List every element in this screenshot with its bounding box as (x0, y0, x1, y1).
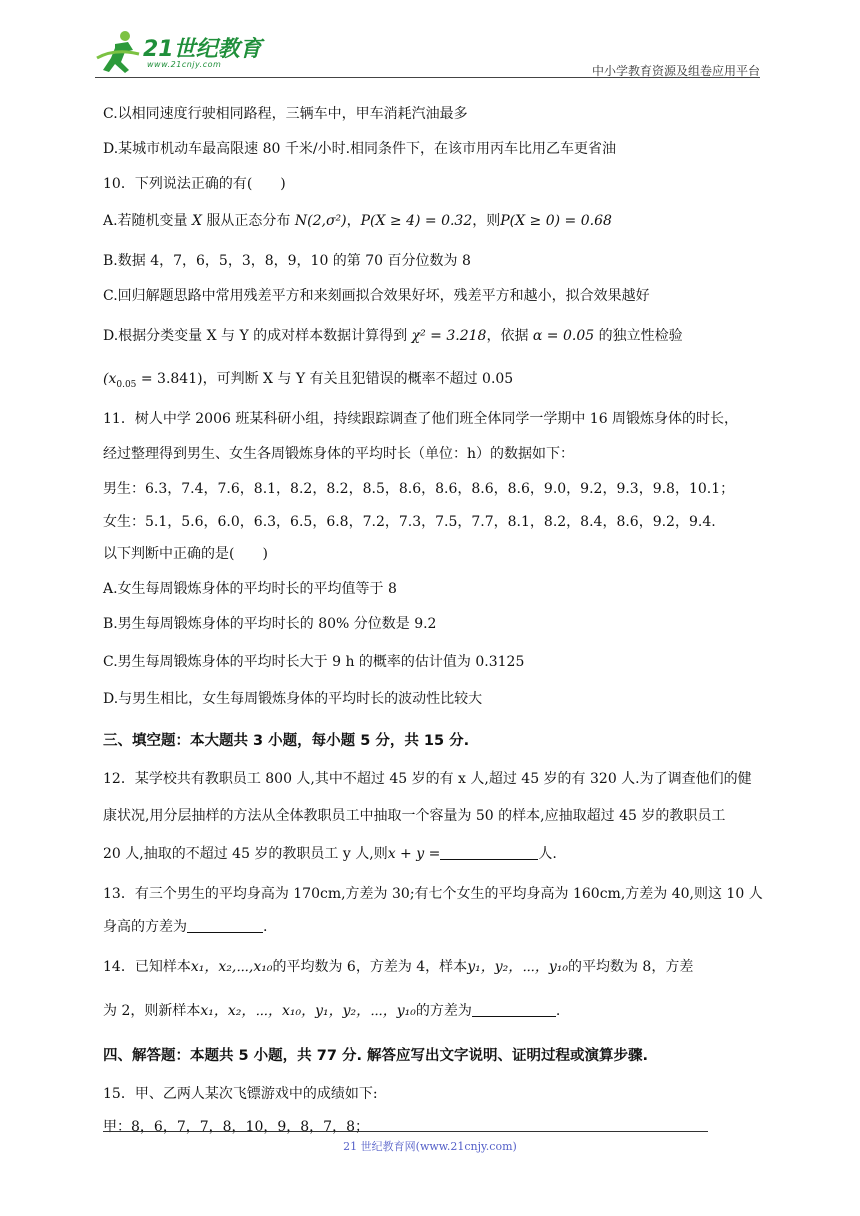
q14-combined-sample: x₁，x₂，⋯，x₁₀，y₁，y₂，⋯，y₁₀ (200, 1003, 416, 1019)
q10-d-mid: ，依据 (486, 328, 533, 344)
header-divider (95, 77, 760, 78)
q14-line2 (103, 1002, 560, 1020)
q12-line2: 康状况,用分层抽样的方法从全体教职员工中抽取一个容量为 50 的样本,应抽取超过 45 岁的教职员工 (103, 808, 726, 824)
q13-l2-post: . (263, 919, 268, 935)
q12-line3 (103, 845, 557, 863)
q14-y-sample: y₁，y₂，⋯，y₁₀ (467, 959, 568, 975)
q12-equation: x + y = (387, 846, 441, 862)
q14-l2-b: 的方差为 (415, 1003, 472, 1019)
logo-text: 21世纪教育 (143, 37, 262, 62)
q10-d-crit-val: = 3.841) (136, 371, 203, 387)
q12-line1: 12．某学校共有教职员工 800 人,其中不超过 45 岁的有 x 人,超过 45 岁的有 320 人.为了调查他们的健 (103, 771, 752, 787)
q11-option-b: B.男生每周锻炼身体的平均时长的 80% 分位数是 9.2 (103, 616, 437, 632)
q10-a-p2: P(X ≥ 0) = 0.68 (500, 213, 612, 229)
q11-boys-data: 男生：6.3，7.4，7.6，8.1，8.2，8.2，8.5，8.6，8.6，8.6，8.6，9.0，9.2，9.3，9.8，10.1； (103, 481, 735, 497)
q10-a-p1: P(X ≥ 4) = 0.32 (360, 213, 473, 229)
q12-l3-pre: 20 人,抽取的不超过 45 岁的教职员工 y 人,则 (103, 846, 388, 862)
q10-d-alpha: α = 0.05 (532, 328, 595, 344)
runner-logo-icon (95, 28, 145, 76)
q10-option-c: C.回归解题思路中常用残差平方和来刻画拟合效果好坏，残差平方和越小，拟合效果越好 (103, 288, 650, 304)
q10-d-pre: D.根据分类变量 X 与 Y 的成对样本数据计算得到 (103, 328, 412, 344)
q14-l1-a: 14．已知样本 (103, 959, 191, 975)
q11-stem-line1: 11．树人中学 2006 班某科研小组，持续跟踪调查了他们班全体同学一学期中 16 周锻炼身体的时长， (103, 411, 739, 427)
q10-d-crit: (x (103, 371, 117, 387)
q11-option-a: A.女生每周锻炼身体的平均时长的平均值等于 8 (103, 581, 397, 597)
q10-a-mid: 服从正态分布 (201, 213, 295, 229)
q10-d-chi: χ² = 3.218 (411, 328, 487, 344)
page-footer: 21 世纪教育网(www.21cnjy.com) (343, 1140, 517, 1153)
q10-a-c1: ， (346, 213, 361, 229)
q12-l3-post: 人. (538, 846, 557, 862)
q10-stem: 10．下列说法正确的有( ) (103, 176, 286, 192)
q10-a-x: X (192, 213, 202, 229)
q10-d-post: 的独立性检验 (594, 328, 683, 344)
q10-d-conclusion: ，可判断 X 与 Y 有关且犯错误的概率不超过 0.05 (202, 371, 514, 387)
q15-stem: 15．甲、乙两人某次飞镖游戏中的成绩如下: (103, 1086, 378, 1102)
q14-answer-blank (472, 1002, 556, 1017)
q10-d-crit-sub: 0.05 (116, 379, 137, 390)
q10-option-a (103, 212, 612, 230)
q11-question: 以下判断中正确的是( ) (103, 546, 268, 562)
q14-x-sample: x₁，x₂,⋯,x₁₀ (190, 959, 273, 975)
q13-answer-blank (187, 918, 263, 933)
q10-option-b: B.数据 4，7，6，5，3，8，9，10 的第 70 百分位数为 8 (103, 253, 471, 269)
section-4-heading: 四、解答题：本题共 5 小题，共 77 分. 解答应写出文字说明、证明过程或演算步骤. (103, 1048, 649, 1064)
q10-a-pre: A.若随机变量 (103, 213, 193, 229)
q11-option-c: C.男生每周锻炼身体的平均时长大于 9 h 的概率的估计值为 0.3125 (103, 654, 525, 670)
section-3-heading: 三、填空题：本大题共 3 小题，每小题 5 分，共 15 分. (103, 733, 470, 749)
logo-subtext: www.21cnjy.com (147, 60, 222, 69)
q15-jia-scores: 甲：8，6，7，7，8，10，9，8，7，8； (103, 1119, 369, 1135)
q14-l2-a: 为 2，则新样本 (103, 1003, 201, 1019)
q12-answer-blank (440, 845, 538, 860)
footer-divider (103, 1131, 708, 1132)
q10-option-d-line2 (103, 370, 513, 394)
q11-stem-line2: 经过整理得到男生、女生各周锻炼身体的平均时长（单位：h）的数据如下： (103, 446, 575, 462)
q14-l1-c: 的平均数为 8，方差 (567, 959, 694, 975)
page-header (95, 28, 760, 78)
q13-line2 (103, 918, 267, 936)
q11-girls-data: 女生：5.1，5.6，6.0，6.3，6.5，6.8，7.2，7.3，7.5，7.7，8.1，8.2，8.4，8.6，9.2，9.4. (103, 514, 716, 530)
q10-a-c2: ，则 (472, 213, 501, 229)
q9-option-c: C.以相同速度行驶相同路程，三辆车中，甲车消耗汽油最多 (103, 106, 468, 122)
q14-line1 (103, 958, 693, 976)
q14-l1-b: 的平均数为 6，方差为 4，样本 (272, 959, 468, 975)
site-logo (95, 28, 295, 76)
q13-line1: 13．有三个男生的平均身高为 170cm,方差为 30;有七个女生的平均身高为 160cm,方差为 40,则这 10 人 (103, 886, 763, 902)
q10-option-d-line1 (103, 327, 683, 345)
q14-l2-c: . (555, 1003, 561, 1019)
q11-option-d: D.与男生相比，女生每周锻炼身体的平均时长的波动性比较大 (103, 691, 483, 707)
q10-a-dist: N(2,σ²) (294, 213, 347, 229)
q13-l2-pre: 身高的方差为 (103, 919, 187, 935)
q9-option-d: D.某城市机动车最高限速 80 千米/小时.相同条件下，在该市用丙车比用乙车更省油 (103, 141, 617, 157)
platform-name: 中小学教育资源及组卷应用平台 (591, 64, 760, 78)
